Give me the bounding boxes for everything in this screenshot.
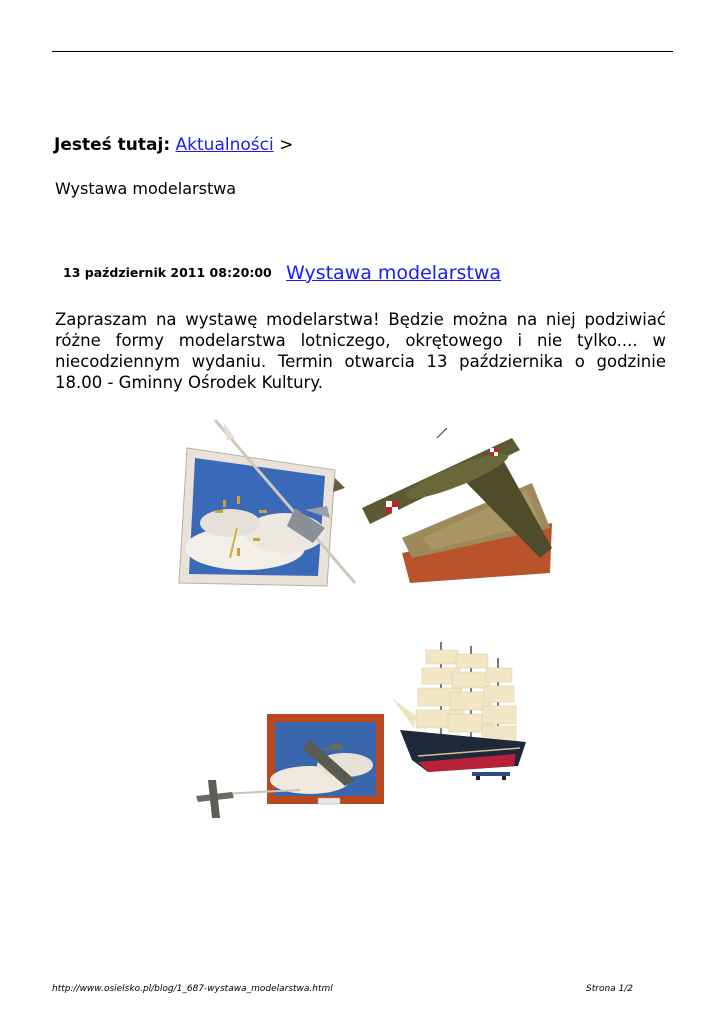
photo-sailing-ship-model [386, 638, 530, 784]
page-title: Wystawa modelarstwa [55, 179, 237, 198]
photo-green-plane-model [362, 428, 554, 588]
footer-page-number: Strona 1/2 [586, 984, 634, 994]
post-title-link[interactable]: Wystawa modelarstwa [286, 262, 502, 284]
photo-framed-diorama-plane [190, 710, 390, 826]
breadcrumb-prefix: Jesteś tutaj: [54, 135, 171, 155]
post-date: 13 październik 2011 08:20:00 [63, 265, 272, 280]
top-rule [52, 51, 673, 52]
breadcrumb-separator: > [279, 135, 294, 155]
post-body: Zapraszam na wystawę modelarstwa! Będzie można na niej podziwiać różne formy modelarstwa lotniczego, okrętowego i nie tylko.... w niecodziennym wydaniu. Termin otwarcia 13 października o godzinie 18.00 - Gminny Ośrodek Kultury. [55, 310, 666, 392]
breadcrumb [54, 135, 293, 155]
photo-framed-diorama-clock [175, 418, 365, 590]
footer-url: http://www.osielsko.pl/blog/1_687-wystawa_modelarstwa.html [52, 984, 333, 994]
breadcrumb-link-news[interactable]: Aktualności [175, 135, 274, 155]
